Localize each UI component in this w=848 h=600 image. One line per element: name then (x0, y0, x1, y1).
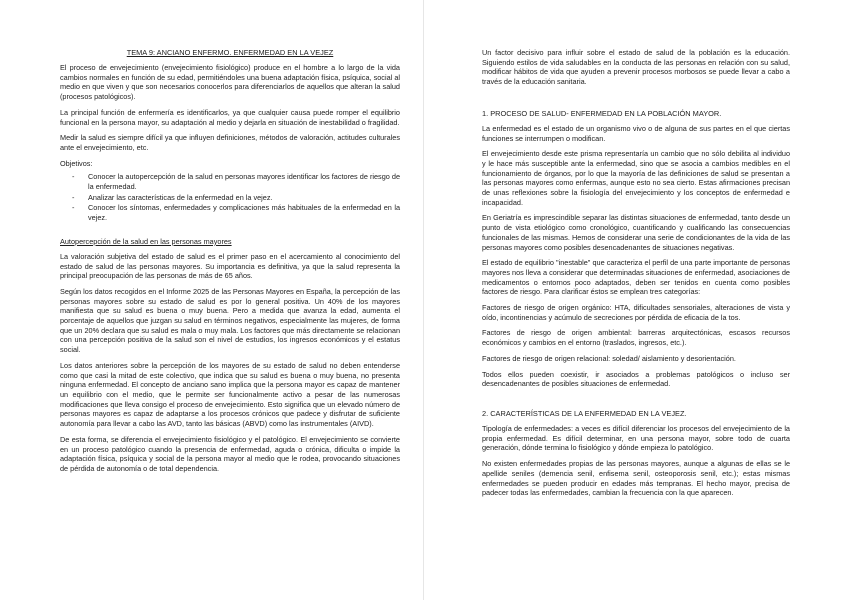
intro-paragraph-3: Medir la salud es siempre difícil ya que influyen definiciones, métodos de valoración, actitudes culturales ante el envejecimiento, etc. (60, 133, 400, 152)
objectives-list (60, 172, 400, 223)
bullet-dash: - (72, 172, 75, 182)
objective-item (60, 193, 400, 203)
objectives-label: Objetivos: (60, 158, 93, 168)
intro-paragraph-1: El proceso de envejecimiento (envejecimiento fisiológico) produce en el hombre a lo largo de la vida cambios normales en función de su edad, permitiéndoles una buena adaptación física, psíquica, social al medio en que viven y que son necesarios conocerlos para diferenciarlos de aquellos que alteran la salud (procesos patológicos). (60, 63, 400, 102)
right-page (424, 0, 848, 600)
section-1-paragraph-4: El estado de equilibrio "inestable" que caracteriza el perfil de una parte importante de personas mayores nos lleva a considerar que determinadas situaciones de enfermedad, asociaciones de medicamentos o entornos poco adaptados, deben ser tenidos en cuenta como posibles factores de riesgo. Para clarificar éstos se emplean tres categorías: (482, 258, 790, 297)
risk-factor-environmental: Factores de riesgo de origen ambiental: barreras arquitectónicas, escasos recursos económicos y cambios en el entorno (traslados, ingresos, etc.). (482, 328, 790, 348)
subsection-paragraph-4: De esta forma, se diferencia el envejecimiento fisiológico y el patológico. El envejecimiento se convierte en un proceso patológico cuando la presencia de enfermedad, aguda o crónica, dificulta o impide la adaptación física, psíquica y social de la persona mayor al medio que le rodea, provocando situaciones de pérdida de autonomía o de total dependencia. (60, 434, 400, 473)
subsection-heading: Autopercepción de la salud en las personas mayores (60, 236, 232, 246)
section-1-paragraph-3: En Geriatría es imprescindible separar las distintas situaciones de enfermedad, tanto desde un punto de vista etiológico como cronológico, cuantificando y cualificando las consecuencias funcionales de las mismas. Hemos de considerar una serie de condicionantes de la vida de las personas mayores como posibles desencadenantes de situaciones negativas. (482, 213, 790, 252)
risk-factor-relational: Factores de riesgo de origen relacional: soledad/ aislamiento y desorientación. (482, 353, 736, 363)
section-2-heading: 2. CARACTERÍSTICAS DE LA ENFERMEDAD EN LA VEJEZ. (482, 408, 687, 418)
section-1-heading: 1. PROCESO DE SALUD- ENFERMEDAD EN LA POBLACIÓN MAYOR. (482, 108, 722, 118)
risk-factor-organic: Factores de riesgo de origen orgánico: HTA, dificultades sensoriales, alteraciones de vista y oído, incontinencias y acúmulo de secreciones por pérdida de eficacia de la tos. (482, 303, 790, 322)
objective-item (60, 172, 400, 191)
subsection-paragraph-1: La valoración subjetiva del estado de salud es el primer paso en el acercamiento al conocimiento del estado de salud de las personas mayores. Su importancia es definitiva, ya que la salud representa la principal preocupación de las personas de más de 65 años. (60, 251, 400, 281)
section-1-paragraph-8: Todos ellos pueden coexistir, ir asociados a problemas patológicos o incluso ser desencadenantes de posibles situaciones de enfermedad. (482, 369, 790, 389)
bullet-dash: - (72, 203, 75, 213)
intro-paragraph-2: La principal función de enfermería es identificarlos, ya que cualquier causa puede romper el equilibrio funcional en la persona mayor, su adaptación al medio y dejarla en situación de inestabilidad o fragilidad. (60, 107, 400, 127)
section-1-paragraph-2: El envejecimiento desde este prisma representaría un cambio que no sólo debilita al individuo y le hace más susceptible ante la enfermedad, sino que se asocia a cambios medibles en el funcionamiento de órganos, por lo que la mayoría de las definiciones de salud se presentan a las personas mayores como enfermas, aunque esto no sea cierto. Estas afirmaciones precisan de unas reflexiones sobre la fisiología del envejecimiento y los conceptos de enfermedad e incapacidad. (482, 149, 790, 207)
objective-text: Conocer la autopercepción de la salud en personas mayores identificar los factores de riesgo de la enfermedad. (88, 172, 400, 192)
subsection-paragraph-2: Según los datos recogidos en el Informe 2025 de las Personas Mayores en España, la percepción de las personas mayores sobre su estado de salud es por lo general positiva. Un 40% de los mayores manifiesta que su salud es buena o muy buena. Pero a medida que avanza la edad, aumenta el porcentaje de aquellos que juzgan su salud en términos negativos, especialmente las mujeres, de forma que un 20% declara que su salud es mala o muy mala. Los factores que más directamente se relacionan con una percepción positiva de la salud son el nivel de estudios, los ingresos económicos y el estatus social. (60, 286, 400, 355)
page-title: TEMA 9: ANCIANO ENFERMO. ENFERMEDAD EN LA VEJEZ (126, 48, 334, 57)
objective-text: Conocer los síntomas, enfermedades y complicaciones más habituales de la enfermedad en la vejez. (88, 203, 400, 223)
bullet-dash: - (72, 192, 75, 202)
objective-text: Analizar las características de la enfermedad en la vejez. (88, 192, 273, 202)
subsection-paragraph-3: Los datos anteriores sobre la percepción de los mayores de su estado de salud no deben entenderse como que casi la mitad de este colectivo, que indica que su salud es buena o muy buena, no presenta ninguna enfermedad. El concepto de anciano sano implica que la persona mayor es capaz de mantener un equilibrio con el medio, que le permite ser funcionalmente activo a pesar de las numerosas modificaciones que lleva consigo el proceso de envejecimiento. Esto significa que un elevado número de personas mayores es capaz de adaptarse a los procesos crónicos que padece y disfrutar de suficiente autonomía para llevar a cabo las AVD, tanto las básicas (ABVD) como las instrumentales (AIVD). (60, 360, 400, 429)
section-2-paragraph-2: No existen enfermedades propias de las personas mayores, aunque a algunas de ellas se le apellide seniles (demencia senil, enfisema senil, osteoporosis senil, etc.); estas mismas enfermedades se pueden producir en edades más tempranas. El hecho mayor, precisa de padecer todas las enfermedades, cambian la frecuencia con la que aparecen. (482, 459, 790, 498)
objective-item (60, 203, 400, 222)
right-intro-paragraph: Un factor decisivo para influir sobre el estado de salud de la población es la educación. Siguiendo estilos de vida saludables en la conducta de las personas en relación con su salud, modificar hábitos de vida que ayuden a prevenir procesos morbosos se puede llevar a cabo a través de la educación sanitaria. (482, 48, 790, 87)
section-2-paragraph-1: Tipología de enfermedades: a veces es difícil diferenciar los procesos del envejecimiento de la propia enfermedad. Es difícil determinar, en una persona mayor, sobre todo de cuarta generación, dónde termina lo fisiológico y dónde empieza lo patológico. (482, 423, 790, 453)
section-1-paragraph-1: La enfermedad es el estado de un organismo vivo o de alguna de sus partes en el que ciertas funciones se interrumpen o modifican. (482, 123, 790, 143)
